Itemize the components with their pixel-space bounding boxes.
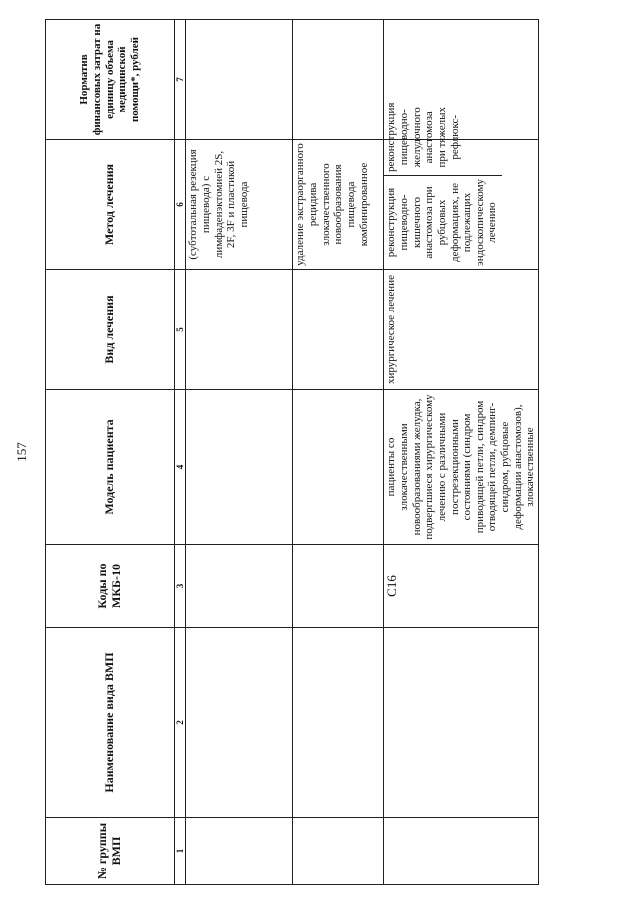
cell-empty <box>293 20 384 140</box>
cell-empty <box>186 545 293 628</box>
header-cost-norm: Норматив финансовых затрат на единицу объема медицинской помощи*, рублей <box>46 20 175 140</box>
cell-method-relapse-removal: удаление экстраорганного рецидива злокачественного новообразования пищевода комбинированное <box>293 140 384 270</box>
vmp-table-container <box>45 20 537 885</box>
cell-empty <box>186 20 293 140</box>
cell-empty <box>293 390 384 545</box>
cell-method-anastomosis-gastric: реконструкция пищеводно-желудочного анастомоза при тяжелых рефлюкс- <box>385 102 461 172</box>
cell-empty <box>384 628 539 818</box>
header-group-number: № группы ВМП <box>46 818 175 885</box>
cell-empty <box>293 545 384 628</box>
column-number-row <box>175 20 186 885</box>
col-number-5: 5 <box>175 270 186 390</box>
col-number-3: 3 <box>175 545 186 628</box>
header-row <box>46 20 175 885</box>
header-patient-model: Модель пациента <box>46 390 175 545</box>
page-number: 157 <box>14 442 29 462</box>
cell-empty <box>293 628 384 818</box>
cell-method-group <box>384 102 539 270</box>
cell-empty <box>186 818 293 885</box>
col-number-6: 6 <box>175 140 186 270</box>
cell-patient-model: пациенты со злокачественными новообразованиями желудка, подвергшиеся хирургическому лечению с различными пострезекционными состояниями (синдром приводящей петли, синдром отводящей петли, демпинг-синдром, рубцовые деформации анастомозов), злокачественные <box>384 390 539 545</box>
cell-empty <box>186 628 293 818</box>
cell-empty <box>293 270 384 390</box>
col-number-1: 1 <box>175 818 186 885</box>
table-row <box>293 20 384 885</box>
cell-method-anastomosis-intestinal: реконструкция пищеводно-кишечного анастомоза при рубцовых деформациях, не подлежащих эндоскопическому лечению <box>384 175 502 269</box>
header-treatment-method: Метод лечения <box>46 140 175 270</box>
vmp-table <box>45 19 539 885</box>
cell-empty <box>186 390 293 545</box>
cell-treatment-type: хирургическое лечение <box>384 270 539 390</box>
col-number-2: 2 <box>175 628 186 818</box>
col-number-4: 4 <box>175 390 186 545</box>
header-vmp-name: Наименование вида ВМП <box>46 628 175 818</box>
cell-empty <box>293 818 384 885</box>
cell-empty <box>186 270 293 390</box>
cell-empty <box>384 818 539 885</box>
header-treatment-type: Вид лечения <box>46 270 175 390</box>
table-row <box>384 20 539 885</box>
table-row <box>186 20 293 885</box>
cell-method-esophagus-resection: (субтотальная резекция пищевода) с лимфаденэктомией 2S, 2F, 3F и пластикой пищевода <box>186 140 293 270</box>
cell-mkb-code: C16 <box>384 545 539 628</box>
header-mkb-codes: Коды по МКБ-10 <box>46 545 175 628</box>
col-number-7: 7 <box>175 20 186 140</box>
